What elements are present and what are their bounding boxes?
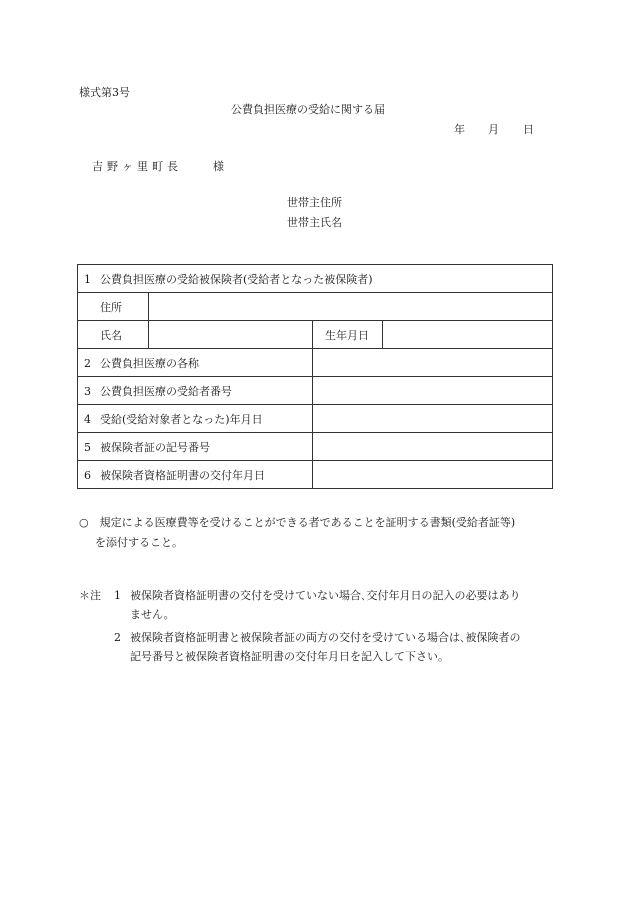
row-input-cell[interactable] xyxy=(313,349,553,377)
row-label-cell xyxy=(78,349,313,377)
footnote-2 xyxy=(79,628,559,666)
household-address-label: 世帯主住所 xyxy=(287,196,342,209)
footnote-1-line1: 被保険者資格証明書の交付を受けていない場合､交付年月日の記入の必要はあり xyxy=(130,589,521,602)
row-input-cell[interactable] xyxy=(313,377,553,405)
table-row xyxy=(78,405,553,433)
row-number: 4 xyxy=(84,412,91,426)
table-row xyxy=(78,293,553,321)
date-day-label: 日 xyxy=(523,123,534,136)
footnote-head: ＊注 xyxy=(79,589,101,602)
row-label-cell xyxy=(78,433,313,461)
row-number: 2 xyxy=(84,356,91,370)
row-label: 公費負担医療の受給被保険者(受給者となった被保険者) xyxy=(100,272,373,286)
row-label: 公費負担医療の各称 xyxy=(100,356,199,370)
row-label-cell xyxy=(78,461,313,489)
page-title: 公費負担医療の受給に関する届 xyxy=(231,103,385,116)
footnote-1 xyxy=(79,586,559,624)
table-row xyxy=(78,461,553,489)
table-row xyxy=(78,349,553,377)
household-name-label: 世帯主氏名 xyxy=(287,216,342,229)
table-row xyxy=(78,377,553,405)
name-label-cell xyxy=(78,321,149,349)
attachment-note xyxy=(79,513,559,553)
row1-header-cell xyxy=(78,265,553,293)
address-label-cell xyxy=(78,293,149,321)
birthdate-label: 生年月日 xyxy=(325,328,369,342)
birthdate-label-cell xyxy=(313,321,383,349)
table-row xyxy=(78,265,553,293)
row-label: 公費負担医療の受給者番号 xyxy=(100,384,232,398)
row-input-cell[interactable] xyxy=(313,405,553,433)
row-label-cell xyxy=(78,377,313,405)
table-row xyxy=(78,433,553,461)
footnote-2-line2: 記号番号と被保険者資格証明書の交付年月日を記入して下さい。 xyxy=(130,650,449,663)
honorific: 様 xyxy=(213,160,224,173)
footnote-1-line2: ません。 xyxy=(130,608,175,621)
attachment-note-line2: を添付すること。 xyxy=(95,536,183,549)
address-input-cell[interactable] xyxy=(149,293,553,321)
address-label: 住所 xyxy=(100,300,122,314)
footnote-1-number: 1 xyxy=(114,589,121,602)
row-number: 5 xyxy=(84,440,91,454)
form-number: 様式第3号 xyxy=(79,86,130,99)
row-input-cell[interactable] xyxy=(313,461,553,489)
footnote-2-number: 2 xyxy=(114,631,121,644)
footnote-2-line1: 被保険者資格証明書と被保険者証の両方の交付を受けている場合は､被保険者の xyxy=(130,631,521,644)
birthdate-input-cell[interactable] xyxy=(383,321,553,349)
addressee: 吉野ヶ里町長 xyxy=(92,160,182,173)
row-number: 3 xyxy=(84,384,91,398)
row-number: 6 xyxy=(84,468,91,482)
application-table xyxy=(77,264,553,489)
attachment-note-line1: ○ 規定による医療費等を受けることができる者であることを証明する書類(受給者証等) xyxy=(79,516,516,529)
row-label: 被保険者証の記号番号 xyxy=(100,440,210,454)
date-month-label: 月 xyxy=(488,123,499,136)
row-label: 受給(受給対象者となった)年月日 xyxy=(100,412,263,426)
row-number: 1 xyxy=(84,272,91,286)
row-label: 被保険者資格証明書の交付年月日 xyxy=(100,468,265,482)
row-input-cell[interactable] xyxy=(313,433,553,461)
name-input-cell[interactable] xyxy=(149,321,313,349)
footnotes xyxy=(79,586,559,666)
row-label-cell xyxy=(78,405,313,433)
name-label: 氏名 xyxy=(100,328,122,342)
table-row xyxy=(78,321,553,349)
date-year-label: 年 xyxy=(454,123,465,136)
